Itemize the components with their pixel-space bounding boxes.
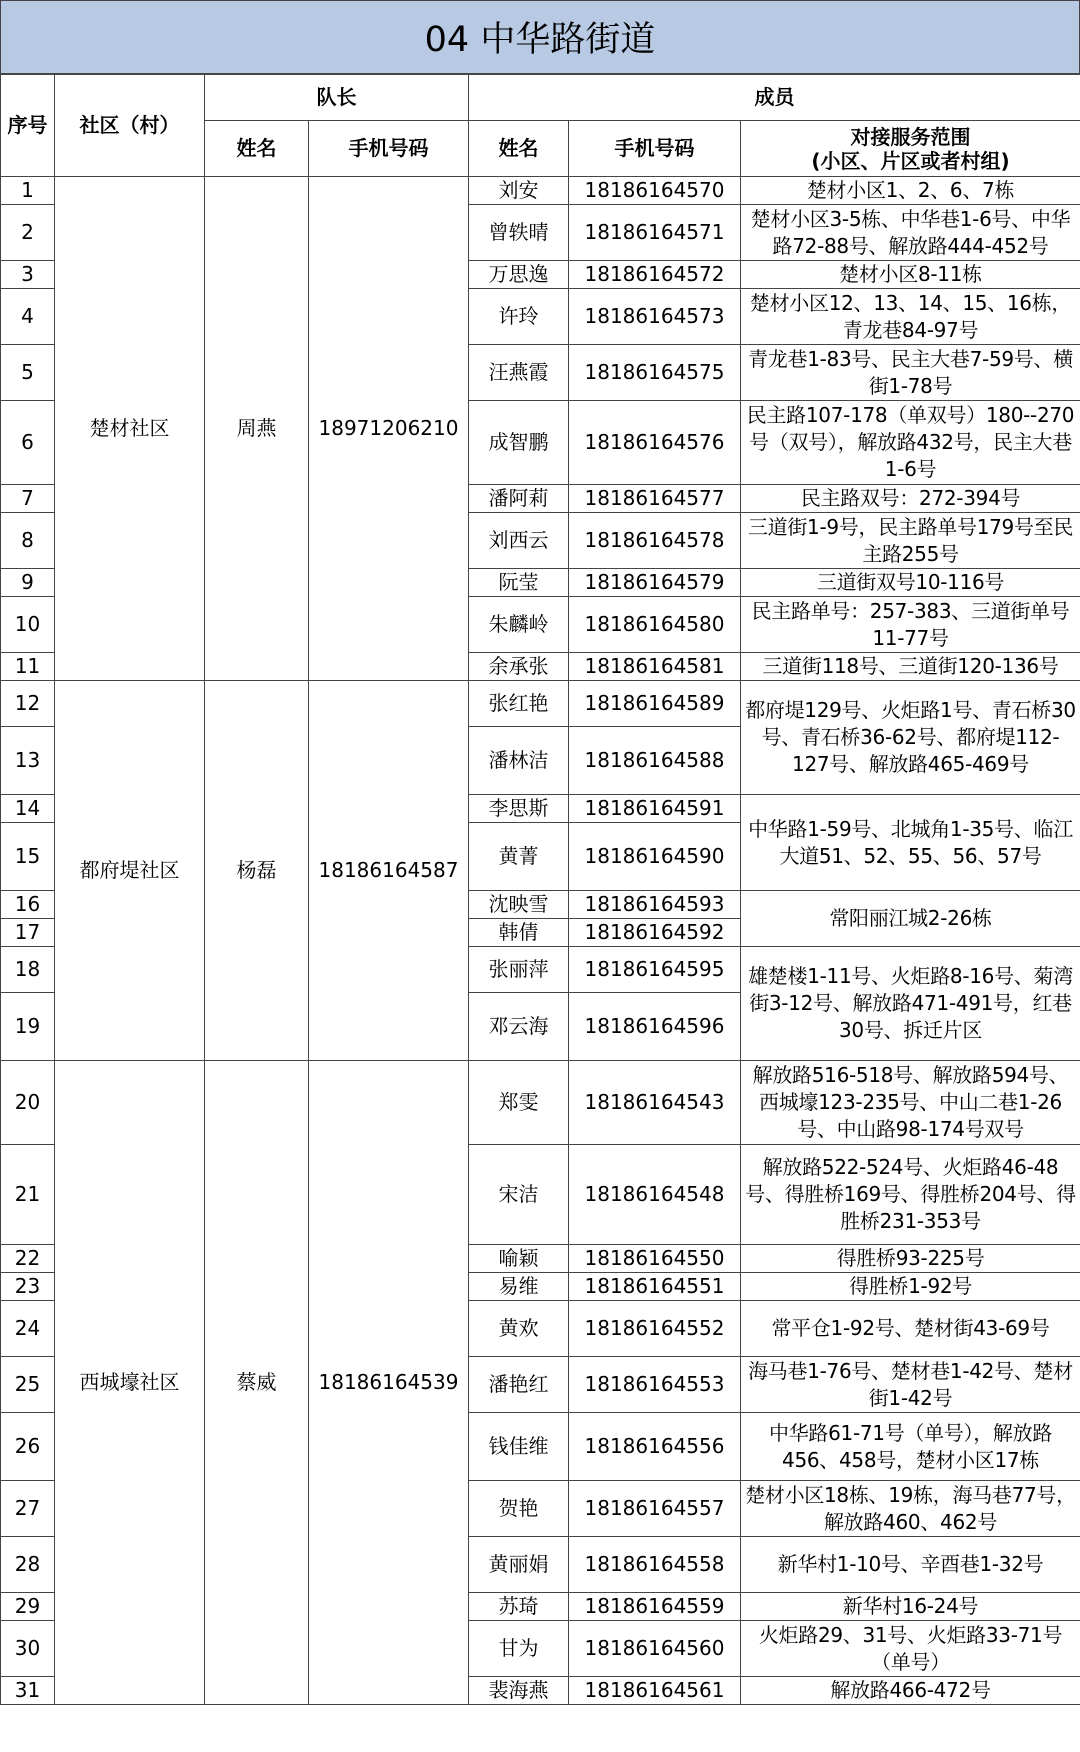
service-scope: 楚材小区18栋、19栋，海马巷77号，解放路460、462号 bbox=[741, 1481, 1080, 1537]
member-name: 成智鹏 bbox=[469, 401, 569, 485]
row-index: 18 bbox=[1, 947, 55, 993]
row-index: 2 bbox=[1, 205, 55, 261]
community-name: 楚材社区 bbox=[55, 177, 205, 681]
service-scope: 民主路107-178（单双号）180--270号（双号），解放路432号，民主大巷1-6号 bbox=[741, 401, 1080, 485]
member-phone: 18186164551 bbox=[569, 1273, 741, 1301]
captain-name: 杨磊 bbox=[205, 681, 309, 1061]
member-phone: 18186164550 bbox=[569, 1245, 741, 1273]
row-index: 26 bbox=[1, 1413, 55, 1481]
member-phone: 18186164575 bbox=[569, 345, 741, 401]
member-name: 张丽萍 bbox=[469, 947, 569, 993]
member-name: 潘林洁 bbox=[469, 727, 569, 795]
staff-table bbox=[0, 74, 1080, 1705]
member-phone: 18186164578 bbox=[569, 513, 741, 569]
member-phone: 18186164543 bbox=[569, 1061, 741, 1145]
member-name: 余承张 bbox=[469, 653, 569, 681]
page-title: 04 中华路街道 bbox=[0, 0, 1080, 74]
captain-phone: 18186164539 bbox=[309, 1061, 469, 1705]
service-scope: 海马巷1-76号、楚材巷1-42号、楚材街1-42号 bbox=[741, 1357, 1080, 1413]
member-name: 许玲 bbox=[469, 289, 569, 345]
member-name: 韩倩 bbox=[469, 919, 569, 947]
member-phone: 18186164576 bbox=[569, 401, 741, 485]
row-index: 12 bbox=[1, 681, 55, 727]
member-phone: 18186164572 bbox=[569, 261, 741, 289]
service-scope: 中华路61-71号（单号），解放路456、458号，楚材小区17栋 bbox=[741, 1413, 1080, 1481]
member-phone: 18186164557 bbox=[569, 1481, 741, 1537]
member-name: 汪燕霞 bbox=[469, 345, 569, 401]
service-scope: 雄楚楼1-11号、火炬路8-16号、菊湾街3-12号、解放路471-491号，红巷30号、拆迁片区 bbox=[741, 947, 1080, 1061]
row-index: 17 bbox=[1, 919, 55, 947]
service-scope: 青龙巷1-83号、民主大巷7-59号、横街1-78号 bbox=[741, 345, 1080, 401]
member-name: 郑雯 bbox=[469, 1061, 569, 1145]
member-phone: 18186164558 bbox=[569, 1537, 741, 1593]
row-index: 29 bbox=[1, 1593, 55, 1621]
row-index: 5 bbox=[1, 345, 55, 401]
row-index: 22 bbox=[1, 1245, 55, 1273]
member-phone: 18186164552 bbox=[569, 1301, 741, 1357]
member-name: 潘艳红 bbox=[469, 1357, 569, 1413]
row-index: 25 bbox=[1, 1357, 55, 1413]
row-index: 20 bbox=[1, 1061, 55, 1145]
service-scope: 楚材小区1、2、6、7栋 bbox=[741, 177, 1080, 205]
row-index: 7 bbox=[1, 485, 55, 513]
member-phone: 18186164593 bbox=[569, 891, 741, 919]
header-captain: 队长 bbox=[205, 75, 469, 121]
row-index: 11 bbox=[1, 653, 55, 681]
captain-phone: 18971206210 bbox=[309, 177, 469, 681]
member-name: 朱麟岭 bbox=[469, 597, 569, 653]
member-phone: 18186164591 bbox=[569, 795, 741, 823]
table-body bbox=[1, 177, 1080, 1705]
row-index: 19 bbox=[1, 993, 55, 1061]
table-row bbox=[1, 681, 1080, 727]
header-index: 序号 bbox=[1, 75, 55, 177]
member-phone: 18186164595 bbox=[569, 947, 741, 993]
service-scope: 新华村1-10号、辛酉巷1-32号 bbox=[741, 1537, 1080, 1593]
captain-phone: 18186164587 bbox=[309, 681, 469, 1061]
service-scope: 都府堤129号、火炬路1号、青石桥30号、青石桥36-62号、都府堤112-127号、解放路465-469号 bbox=[741, 681, 1080, 795]
row-index: 3 bbox=[1, 261, 55, 289]
row-index: 14 bbox=[1, 795, 55, 823]
row-index: 27 bbox=[1, 1481, 55, 1537]
member-phone: 18186164573 bbox=[569, 289, 741, 345]
member-name: 苏琦 bbox=[469, 1593, 569, 1621]
row-index: 13 bbox=[1, 727, 55, 795]
member-phone: 18186164556 bbox=[569, 1413, 741, 1481]
service-scope: 三道街双号10-116号 bbox=[741, 569, 1080, 597]
member-name: 黄菁 bbox=[469, 823, 569, 891]
member-name: 万思逸 bbox=[469, 261, 569, 289]
member-name: 刘西云 bbox=[469, 513, 569, 569]
service-scope: 火炬路29、31号、火炬路33-71号（单号） bbox=[741, 1621, 1080, 1677]
member-name: 邓云海 bbox=[469, 993, 569, 1061]
header-members: 成员 bbox=[469, 75, 1080, 121]
row-index: 15 bbox=[1, 823, 55, 891]
service-scope: 民主路单号：257-383、三道街单号11-77号 bbox=[741, 597, 1080, 653]
row-index: 30 bbox=[1, 1621, 55, 1677]
row-index: 16 bbox=[1, 891, 55, 919]
member-name: 张红艳 bbox=[469, 681, 569, 727]
row-index: 10 bbox=[1, 597, 55, 653]
member-phone: 18186164589 bbox=[569, 681, 741, 727]
captain-name: 蔡威 bbox=[205, 1061, 309, 1705]
row-index: 1 bbox=[1, 177, 55, 205]
member-name: 裴海燕 bbox=[469, 1677, 569, 1705]
member-phone: 18186164596 bbox=[569, 993, 741, 1061]
row-index: 28 bbox=[1, 1537, 55, 1593]
service-scope: 中华路1-59号、北城角1-35号、临江大道51、52、55、56、57号 bbox=[741, 795, 1080, 891]
member-phone: 18186164588 bbox=[569, 727, 741, 795]
row-index: 24 bbox=[1, 1301, 55, 1357]
row-index: 23 bbox=[1, 1273, 55, 1301]
member-phone: 18186164560 bbox=[569, 1621, 741, 1677]
header-captain-name: 姓名 bbox=[205, 121, 309, 177]
row-index: 6 bbox=[1, 401, 55, 485]
service-scope: 三道街1-9号，民主路单号179号至民主路255号 bbox=[741, 513, 1080, 569]
member-phone: 18186164548 bbox=[569, 1145, 741, 1245]
member-name: 沈映雪 bbox=[469, 891, 569, 919]
member-name: 易维 bbox=[469, 1273, 569, 1301]
member-name: 黄欢 bbox=[469, 1301, 569, 1357]
service-scope: 常平仓1-92号、楚材街43-69号 bbox=[741, 1301, 1080, 1357]
service-scope: 常阳丽江城2-26栋 bbox=[741, 891, 1080, 947]
member-name: 甘为 bbox=[469, 1621, 569, 1677]
header-member-phone: 手机号码 bbox=[569, 121, 741, 177]
header-captain-phone: 手机号码 bbox=[309, 121, 469, 177]
row-index: 21 bbox=[1, 1145, 55, 1245]
header-member-name: 姓名 bbox=[469, 121, 569, 177]
member-name: 刘安 bbox=[469, 177, 569, 205]
service-scope: 新华村16-24号 bbox=[741, 1593, 1080, 1621]
member-phone: 18186164553 bbox=[569, 1357, 741, 1413]
member-phone: 18186164592 bbox=[569, 919, 741, 947]
table-row bbox=[1, 1061, 1080, 1145]
service-scope: 解放路516-518号、解放路594号、西城壕123-235号、中山二巷1-26号、中山路98-174号双号 bbox=[741, 1061, 1080, 1145]
header-community: 社区（村） bbox=[55, 75, 205, 177]
community-name: 西城壕社区 bbox=[55, 1061, 205, 1705]
member-name: 曾轶晴 bbox=[469, 205, 569, 261]
member-phone: 18186164571 bbox=[569, 205, 741, 261]
member-name: 钱佳维 bbox=[469, 1413, 569, 1481]
service-scope: 楚材小区12、13、14、15、16栋，青龙巷84-97号 bbox=[741, 289, 1080, 345]
service-scope: 楚材小区8-11栋 bbox=[741, 261, 1080, 289]
header-scope: 对接服务范围 (小区、片区或者村组) bbox=[741, 121, 1080, 177]
service-scope: 得胜桥93-225号 bbox=[741, 1245, 1080, 1273]
member-phone: 18186164559 bbox=[569, 1593, 741, 1621]
row-index: 9 bbox=[1, 569, 55, 597]
row-index: 4 bbox=[1, 289, 55, 345]
member-phone: 18186164580 bbox=[569, 597, 741, 653]
captain-name: 周燕 bbox=[205, 177, 309, 681]
member-name: 潘阿莉 bbox=[469, 485, 569, 513]
service-scope: 解放路466-472号 bbox=[741, 1677, 1080, 1705]
member-phone: 18186164570 bbox=[569, 177, 741, 205]
member-name: 喻颖 bbox=[469, 1245, 569, 1273]
service-scope: 三道街118号、三道街120-136号 bbox=[741, 653, 1080, 681]
member-name: 李思斯 bbox=[469, 795, 569, 823]
member-name: 贺艳 bbox=[469, 1481, 569, 1537]
row-index: 31 bbox=[1, 1677, 55, 1705]
service-scope: 楚材小区3-5栋、中华巷1-6号、中华路72-88号、解放路444-452号 bbox=[741, 205, 1080, 261]
community-name: 都府堤社区 bbox=[55, 681, 205, 1061]
member-name: 阮莹 bbox=[469, 569, 569, 597]
member-phone: 18186164590 bbox=[569, 823, 741, 891]
service-scope: 得胜桥1-92号 bbox=[741, 1273, 1080, 1301]
member-name: 黄丽娟 bbox=[469, 1537, 569, 1593]
table-row bbox=[1, 177, 1080, 205]
member-phone: 18186164579 bbox=[569, 569, 741, 597]
member-phone: 18186164561 bbox=[569, 1677, 741, 1705]
member-name: 宋洁 bbox=[469, 1145, 569, 1245]
service-scope: 解放路522-524号、火炬路46-48号、得胜桥169号、得胜桥204号、得胜桥231-353号 bbox=[741, 1145, 1080, 1245]
row-index: 8 bbox=[1, 513, 55, 569]
service-scope: 民主路双号：272-394号 bbox=[741, 485, 1080, 513]
member-phone: 18186164581 bbox=[569, 653, 741, 681]
member-phone: 18186164577 bbox=[569, 485, 741, 513]
